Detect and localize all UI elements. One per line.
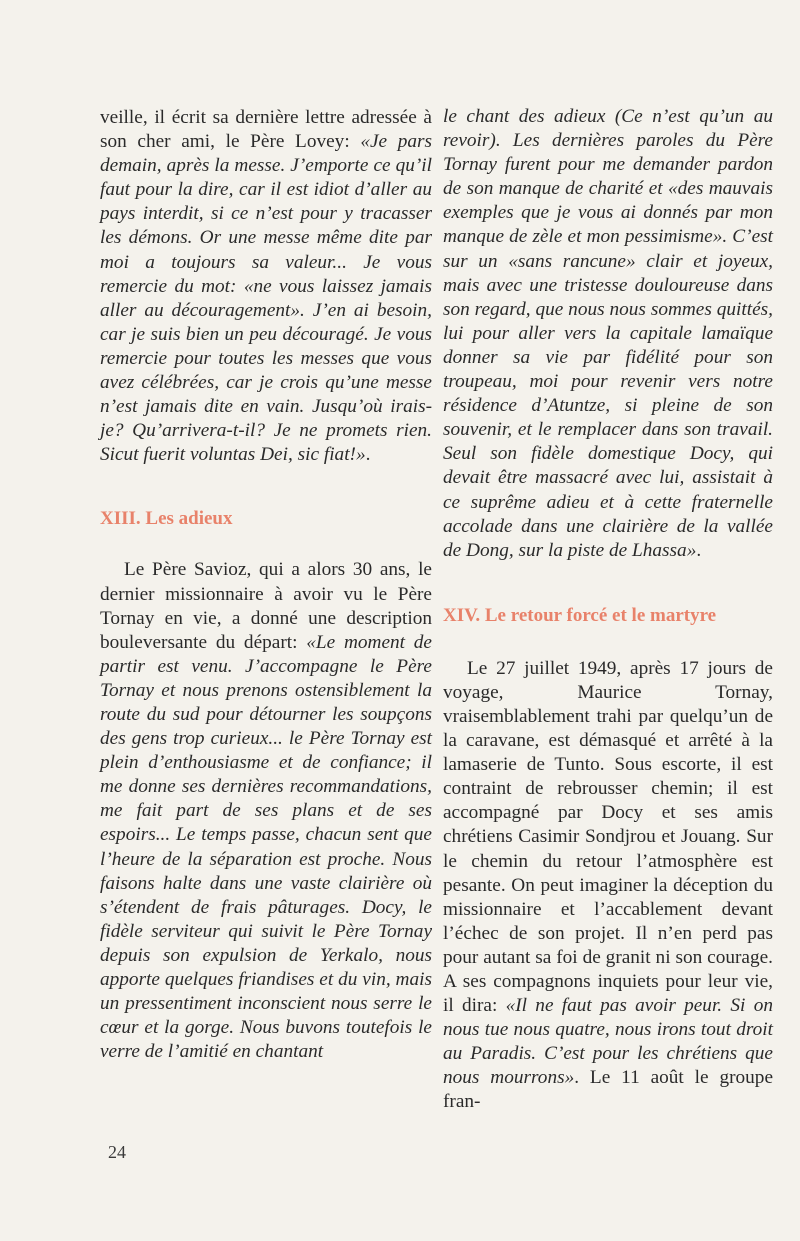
- left-column: [100, 106, 432, 1064]
- text-run: Le Père Savioz, qui a alors 30 ans, le dernier missionnaire à avoir vu le Père Tornay en vie, a donné une description bouleversante du départ:: [100, 559, 432, 653]
- quote-run: «Le moment de partir est venu. J’accompagne le Père Tornay et nous prenons ostensiblement la route du sud pour détourner les soupçons des gens trop curieux... le Père Tornay est plein d’enthousiasme et de confiance; il me donne ses dernières recommandations, me fait part de ses plans et de ses espoirs... Le temps passe, chacun sent que l’heure de la séparation est proche. Nous faisons halte dans une vaste clairière où s’étendent de frais pâturages. Docy, le fidèle serviteur qui suivit le Père Tornay depuis son expulsion de Yerkalo, nous apporte quelques friandises et du vin, mais un pressentiment inconscient nous serre le cœur et la gorge. Nous buvons toutefois le verre de l’amitié en chantant: [100, 631, 432, 1063]
- text-run: Le 27 juillet 1949, après 17 jours de voyage, Maurice Tornay, vraisemblablement trahi par quelqu’un de la caravane, est démasqué et arrêté à la lamaserie de Tunto. Sous escorte, il est contraint de rebrousser chemin; il est accompagné par Docy et ses amis chrétiens Casimir Sondjrou et Jouang. Sur le chemin du retour l’atmosphère est pesante. On peut imaginer la déception du missionnaire et l’accablement devant l’échec de son projet. Il n’en perd pas pour autant sa foi de granit ni son courage. A ses compagnons inquiets pour leur vie, il dira:: [443, 657, 773, 1017]
- paragraph: [443, 657, 773, 1115]
- text-run: . Le 11 août le groupe fran-: [443, 1067, 773, 1113]
- right-column: [443, 105, 773, 1115]
- quote-run: «Il ne faut pas avoir peur. Si on nous tue nous quatre, nous irons tout droit au Paradis. C’est pour les chrétiens que nous mourrons»: [443, 995, 773, 1089]
- paragraph: [100, 106, 432, 467]
- text-run: .: [696, 539, 702, 561]
- quote-run: le chant des adieux (Ce n’est qu’un au revoir). Les dernières paroles du Père Tornay furent pour me demander pardon de son manque de charité et «des mauvais exemples que je vous ai donnés par mon manque de zèle et mon pessimisme». C’est sur un «sans rancune» clair et joyeux, mais avec une tristesse douloureuse dans son regard, que nous nous sommes quittés, lui pour aller vers la capitale lamaïque donner sa vie par fidélité pour son troupeau, moi pour revenir vers notre résidence d’Atuntze, si pleine de son souvenir, et le remplacer dans son travail. Seul son fidèle domestique Docy, qui devait être massacré avec lui, assistait à ce suprême adieu et à cette fraternelle accolade dans une clairière de la vallée de Dong, sur la piste de Lhassa»: [443, 106, 773, 561]
- section-heading-xiii: XIII. Les adieux: [100, 508, 233, 530]
- section-heading-xiv: XIV. Le retour forcé et le martyre: [443, 604, 717, 626]
- text-run: veille, il écrit sa dernière lettre adressée à son cher ami, le Père Lovey:: [100, 107, 432, 153]
- paragraph: [443, 105, 773, 563]
- paragraph: [100, 558, 432, 1064]
- text-run: .: [365, 444, 371, 466]
- page-number: 24: [108, 1142, 126, 1162]
- quote-run: «Je pars demain, après la messe. J’emporte ce qu’il faut pour la dire, car il est idiot d’aller au pays interdit, si ce n’est pour y tracasser les démons. Or une messe même dite par moi a toujours sa valeur... Je vous remercie du mot: «ne vous laissez jamais aller au découragement». J’en ai besoin, car je suis bien un peu découragé. Je vous remercie pour toutes les messes que vous avez célébrées, car je crois qu’une messe n’est jamais dite en vain. Jusqu’où irais-je? Qu’arrivera-t-il? Je ne promets rien. Sicut fuerit voluntas Dei, sic fiat!»: [100, 131, 432, 466]
